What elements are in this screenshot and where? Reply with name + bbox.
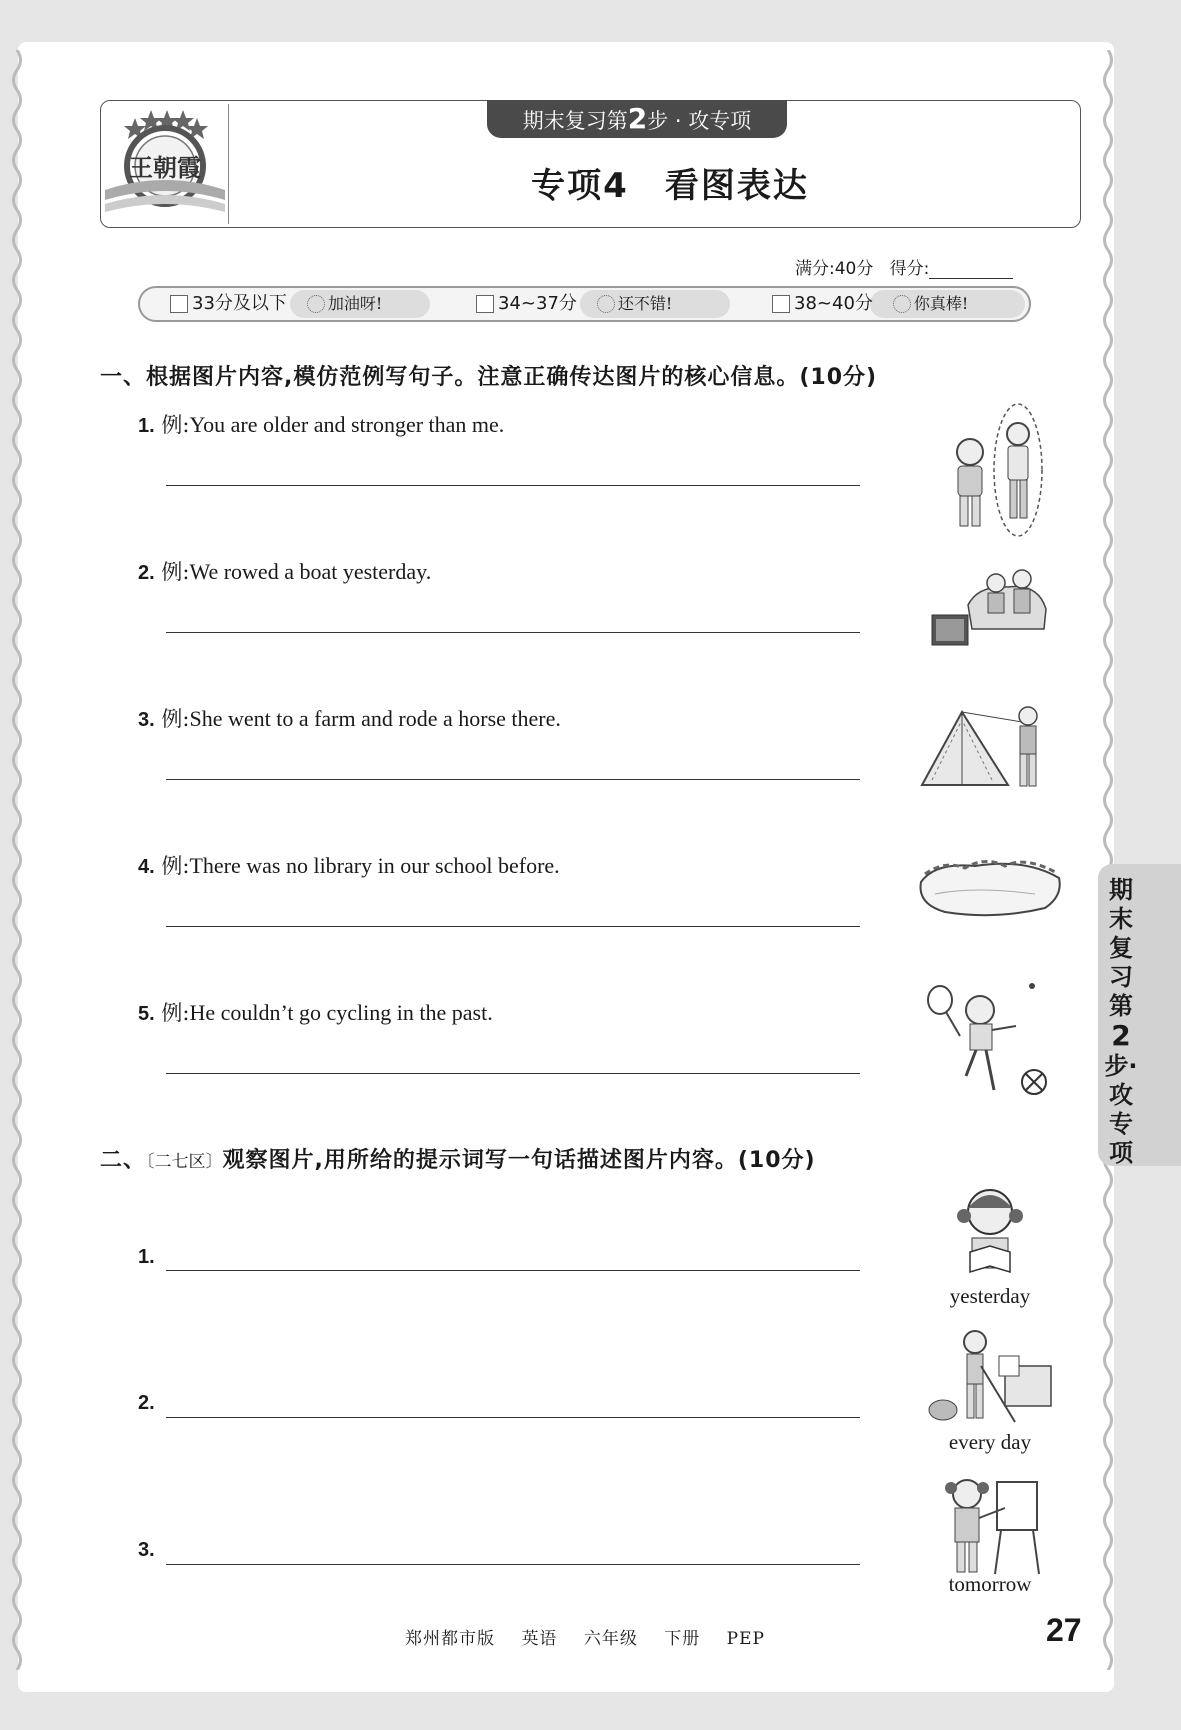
full-score-label: 满分:40分 [795,259,874,279]
score-blank[interactable] [929,261,1013,279]
rating-range: 33分及以下 [192,293,287,314]
example-label: 例 [161,1001,183,1025]
hint-caption: tomorrow [948,1572,1032,1596]
section1-title: 一、根据图片内容,模仿范例写句子。注意正确传达图片的核心信息。(10分) [100,365,878,390]
question-number: 1. [138,415,155,437]
header-tab [487,100,787,138]
question-number: 3. [138,709,155,731]
smiley-icon [893,295,911,313]
side-tab-number: 2 [1111,1019,1131,1052]
two-boys-illustration [940,400,1050,540]
question-number-item [138,1537,155,1562]
wavy-border-right [1101,50,1115,1670]
answer-line[interactable] [166,779,860,780]
rating-option[interactable] [170,292,382,316]
footer-publisher: PEP [726,1629,765,1649]
rating-range: 38~40分 [794,293,873,314]
side-tab-text [1104,876,1138,1168]
page-number: 27 [1046,1612,1082,1648]
smiley-icon [597,295,615,313]
hint-caption: every day [948,1430,1032,1454]
example-sentence: There was no library in our school before. [189,853,560,878]
wavy-border-left [10,50,24,1670]
example-label: 例 [161,413,183,437]
answer-line[interactable] [166,485,860,486]
example-item: 3. 例:She went to a farm and rode a horse there. [138,706,561,731]
example-label: 例 [161,707,183,731]
section2-title [100,1143,816,1174]
example-item: 2. 例:We rowed a boat yesterday. [138,559,432,584]
question-number-item [138,1390,155,1415]
rating-cheer: 你真棒! [913,294,969,313]
footer-volume: 下册 [664,1629,701,1649]
checkbox[interactable] [170,295,188,313]
question-number: 2. [138,1392,155,1414]
section2-text: 观察图片,用所给的提示词写一句话描述图片内容。(10分) [222,1148,816,1173]
logo-text: 王朝霞 [129,153,201,182]
footer-grade: 六年级 [583,1629,638,1649]
page-title: 专项4 看图表达 [531,166,809,206]
answer-line[interactable] [166,1417,860,1418]
example-sentence: You are older and stronger than me. [189,412,505,437]
lake-illustration [915,850,1065,925]
tab-prefix: 期末复习第 [522,109,628,133]
footer-edition: 郑州都市版 [405,1629,496,1649]
side-tab-part2: 步·攻专项 [1104,1052,1138,1167]
smiley-icon [307,295,325,313]
question-number: 3. [138,1539,155,1561]
example-item: 4. 例:There was no library in our school before. [138,853,560,878]
question-number: 2. [138,562,155,584]
side-tab-part1: 期末复习第 [1109,876,1133,1020]
example-sentence: We rowed a boat yesterday. [189,559,432,584]
rating-option[interactable] [772,292,968,316]
rating-range: 34~37分 [498,293,577,314]
checkbox[interactable] [476,295,494,313]
footer-subject: 英语 [521,1629,558,1649]
question-number-item [138,1244,155,1269]
watching-tv-illustration [928,565,1048,665]
cleaning-boy-illustration [925,1326,1055,1431]
publisher-logo [101,104,229,224]
answer-line[interactable] [166,632,860,633]
answer-line[interactable] [166,1270,860,1271]
tent-illustration [912,700,1072,795]
badminton-girl-illustration [924,980,1054,1100]
example-label: 例 [161,560,183,584]
section2-prefix: 二、 [100,1148,147,1173]
rating-cheer: 还不错! [617,294,673,313]
rating-option[interactable] [476,292,672,316]
rating-bar [138,286,1031,322]
region-tag: 〔二七区〕 [146,1152,223,1172]
answer-line[interactable] [166,1073,860,1074]
tab-suffix: 步 · 攻专项 [647,109,752,133]
answer-line[interactable] [166,926,860,927]
score-line [795,254,1013,279]
example-sentence: She went to a farm and rode a horse there. [189,706,561,731]
example-item: 5. 例:He couldn’t go cycling in the past. [138,1000,493,1025]
example-item: 1. 例:You are older and stronger than me. [138,412,505,437]
example-sentence: He couldn’t go cycling in the past. [189,1000,493,1025]
rating-cheer: 加油呀! [327,294,383,313]
hint-caption: yesterday [949,1284,1031,1308]
painting-girl-illustration [935,1472,1050,1577]
checkbox[interactable] [772,295,790,313]
tab-number: 2 [627,102,648,135]
question-number: 1. [138,1246,155,1268]
answer-line[interactable] [166,1564,860,1565]
reading-girl-illustration [950,1182,1030,1282]
footer [360,1624,810,1649]
score-label: 得分: [889,259,930,279]
example-label: 例 [161,854,183,878]
question-number: 5. [138,1003,155,1025]
question-number: 4. [138,856,155,878]
